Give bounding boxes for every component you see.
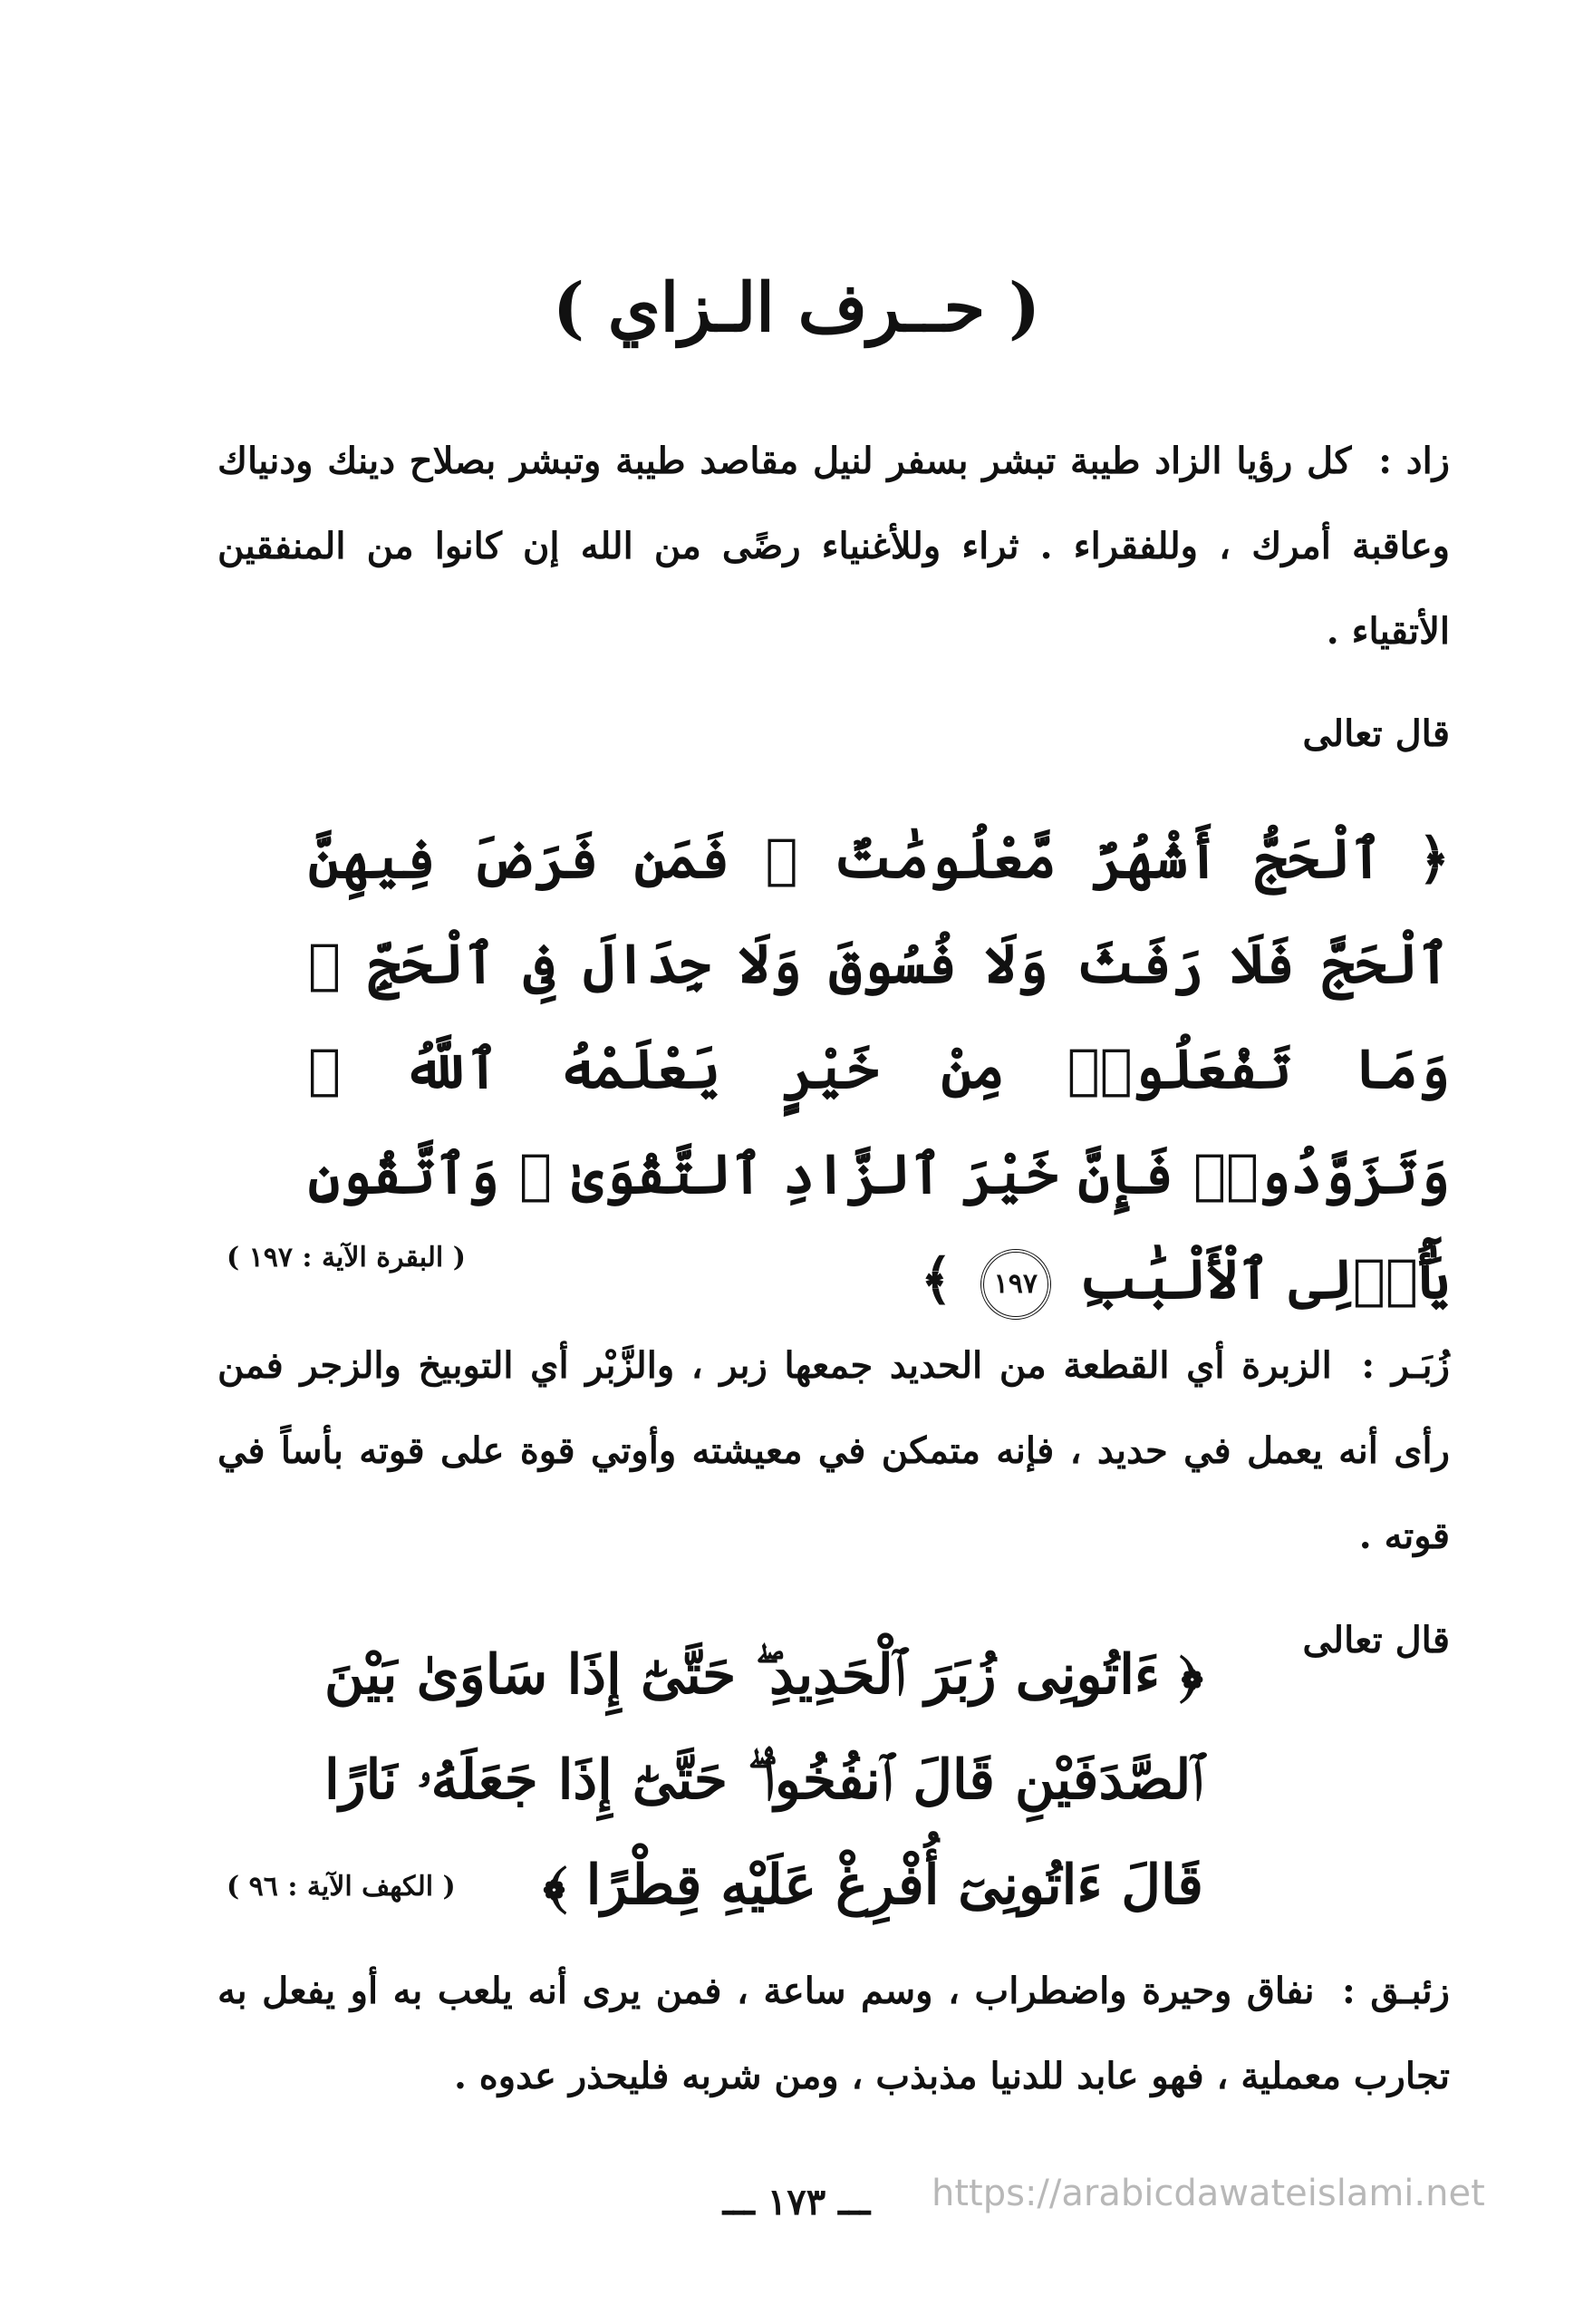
entry-text: كل رؤيا الزاد طيبة تبشر بسفر لنيل مقاصد طيبة وتبشر بصلاح دينك ودنياك وعاقبة أمرك ، وللفقراء . ثراء وللأغنياء رضًى من الله إن كانوا من المنفقين الأتقياء .: [217, 440, 1450, 653]
entry-head: زُبَـر :: [1361, 1344, 1450, 1387]
entry-zibaq: [217, 1949, 1450, 2119]
entry-zad: [217, 419, 1450, 674]
page-number: ـــ ١٧٣ ـــ: [722, 2181, 871, 2223]
verse-close-bracket: ﴾: [920, 1248, 952, 1312]
entry-head: زاد :: [1378, 440, 1450, 482]
verse-reference: ( البقرة الآية : ١٩٧ ): [227, 1242, 466, 1273]
entry-text: نفاق وحيرة واضطراب ، وسم ساعة ، فمن يرى أنه يلعب به أو يفعل به تجارب معملية ، فهو عابد للدنيا مذبذب ، ومن شربه فليحذر عدوه .: [217, 1970, 1450, 2097]
chapter-title: ( حــرف الـزاي ): [552, 269, 1041, 347]
watermark-url: https://arabicdawateislami.net: [932, 2173, 1485, 2214]
verse-label: قال تعالى: [1302, 712, 1450, 755]
verse-reference: ( الكهف الآية : ٩٦ ): [227, 1871, 456, 1903]
verse-text: ﴿ ٱلْحَجُّ أَشْهُرٌ مَّعْلُومَٰتٌ ۚ فَمَن فَرَضَ فِيهِنَّ ٱلْحَجَّ فَلَا رَفَثَ وَلَا فُسُوقَ وَلَا جِدَالَ فِى ٱلْحَجِّ ۗ وَمَا تَفْعَلُوا۟ مِنْ خَيْرٍ يَعْلَمْهُ ٱللَّهُ ۗ وَتَزَوَّدُوا۟ فَإِنَّ خَيْرَ ٱلزَّادِ ٱلتَّقْوَىٰ ۚ وَٱتَّقُونِ يَٰٓأُو۟لِى ٱلْأَلْبَٰبِ: [308, 828, 1450, 1312]
entry-head: زئبـق :: [1342, 1970, 1450, 2012]
verse-label: قال تعالى: [1302, 1619, 1450, 1661]
quran-verse: [324, 1622, 1203, 1938]
quran-verse: [308, 807, 1450, 1332]
entry-zubar: [217, 1323, 1450, 1579]
verse-text: ﴿ ءَاتُونِى زُبَرَ ٱلْحَدِيدِ ۖ حَتَّىٰٓ إِذَا سَاوَىٰ بَيْنَ ٱلصَّدَفَيْنِ قَالَ ٱنفُخُوا۟ ۖ حَتَّىٰٓ إِذَا جَعَلَهُۥ نَارًا قَالَ ءَاتُونِىٓ أُفْرِغْ عَلَيْهِ قِطْرًا ﴾: [324, 1643, 1203, 1917]
verse-number-medallion: ١٩٧: [980, 1249, 1051, 1320]
entry-text: الزبرة أي القطعة من الحديد جمعها زبر ، والزَّبْر أي التوبيخ والزجر فمن رأى أنه يعمل في حديد ، فإنه متمكن في معيشته وأوتي قوة على قوته بأساً في قوته .: [217, 1344, 1450, 1557]
